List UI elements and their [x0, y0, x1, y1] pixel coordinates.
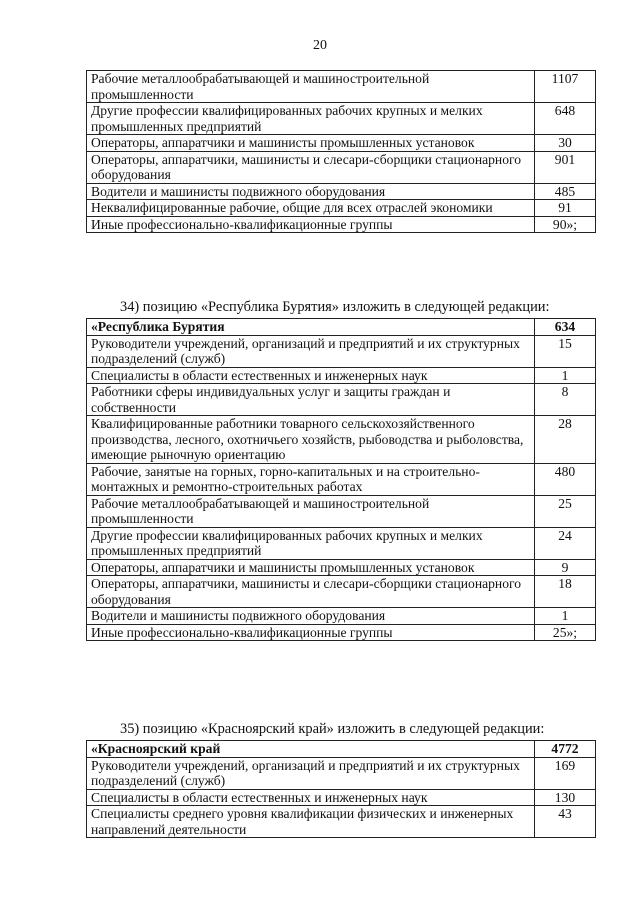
- table-row: [87, 367, 596, 384]
- region-header-row: [87, 319, 596, 336]
- table-row: [87, 559, 596, 576]
- table-row: [87, 757, 596, 789]
- table-row: [87, 789, 596, 806]
- occupation-value: 43: [535, 806, 596, 838]
- occupation-label: Иные профессионально-квалификационные группы: [87, 624, 535, 641]
- occupation-label: Операторы, аппаратчики, машинисты и слесари-сборщики стационарного оборудования: [87, 151, 535, 183]
- occupation-label: Рабочие металлообрабатывающей и машиностроительной промышленности: [87, 71, 535, 103]
- table-row: [87, 71, 596, 103]
- amendment-paragraph-34: 34) позицию «Республика Бурятия» изложить в следующей редакции:: [120, 299, 550, 315]
- occupation-label: Квалифицированные работники товарного сельскохозяйственного производства, лесного, охотничьего хозяйств, рыбоводства и рыболовства, имеющие рыночную ориентацию: [87, 416, 535, 464]
- table-row: [87, 103, 596, 135]
- occupation-value: 901: [535, 151, 596, 183]
- occupation-label: Рабочие, занятые на горных, горно-капитальных и на строительно-монтажных и ремонтно-строительных работах: [87, 463, 535, 495]
- occupation-value: 24: [535, 527, 596, 559]
- occupation-value: 28: [535, 416, 596, 464]
- occupation-label: Другие профессии квалифицированных рабочих крупных и мелких промышленных предприятий: [87, 103, 535, 135]
- occupation-label: Операторы, аппаратчики, машинисты и слесари-сборщики стационарного оборудования: [87, 576, 535, 608]
- occupation-label: Руководители учреждений, организаций и предприятий и их структурных подразделений (служб): [87, 757, 535, 789]
- buryatia-table: [86, 318, 596, 641]
- amendment-paragraph-35: 35) позицию «Красноярский край» изложить в следующей редакции:: [120, 721, 545, 737]
- table-row: [87, 416, 596, 464]
- table-row: [87, 200, 596, 217]
- table-row: [87, 608, 596, 625]
- region-name: «Республика Бурятия: [87, 319, 535, 336]
- krasnoyarsk-table: [86, 740, 596, 838]
- occupation-value: 91: [535, 200, 596, 217]
- occupation-label: Водители и машинисты подвижного оборудования: [87, 608, 535, 625]
- occupation-label: Специалисты в области естественных и инженерных наук: [87, 367, 535, 384]
- occupation-value: 8: [535, 384, 596, 416]
- occupation-value: 1: [535, 367, 596, 384]
- table-row: [87, 527, 596, 559]
- region-total: 4772: [535, 741, 596, 758]
- occupation-value: 9: [535, 559, 596, 576]
- page-number: 20: [313, 38, 327, 53]
- occupation-label: Неквалифицированные рабочие, общие для всех отраслей экономики: [87, 200, 535, 217]
- occupation-label: Специалисты в области естественных и инженерных наук: [87, 789, 535, 806]
- occupation-value: 25»;: [535, 624, 596, 641]
- occupation-value: 15: [535, 335, 596, 367]
- table-row: [87, 495, 596, 527]
- table-row: [87, 463, 596, 495]
- occupation-label: Водители и машинисты подвижного оборудования: [87, 183, 535, 200]
- table-row: [87, 806, 596, 838]
- occupation-value: 1107: [535, 71, 596, 103]
- occupation-value: 485: [535, 183, 596, 200]
- region-header-row: [87, 741, 596, 758]
- table-row: [87, 151, 596, 183]
- table-row: [87, 183, 596, 200]
- region-name: «Красноярский край: [87, 741, 535, 758]
- occupation-value: 1: [535, 608, 596, 625]
- occupation-value: 169: [535, 757, 596, 789]
- occupation-value: 18: [535, 576, 596, 608]
- occupation-label: Операторы, аппаратчики и машинисты промышленных установок: [87, 559, 535, 576]
- table-row: [87, 624, 596, 641]
- occupation-label: Рабочие металлообрабатывающей и машиностроительной промышленности: [87, 495, 535, 527]
- occupation-value: 130: [535, 789, 596, 806]
- occupation-label: Операторы, аппаратчики и машинисты промышленных установок: [87, 135, 535, 152]
- occupation-value: 480: [535, 463, 596, 495]
- occupation-value: 648: [535, 103, 596, 135]
- occupation-value: 30: [535, 135, 596, 152]
- table-row: [87, 135, 596, 152]
- occupation-label: Иные профессионально-квалификационные группы: [87, 216, 535, 233]
- occupation-table-continued: [86, 70, 596, 233]
- occupation-value: 25: [535, 495, 596, 527]
- occupation-label: Руководители учреждений, организаций и предприятий и их структурных подразделений (служб): [87, 335, 535, 367]
- occupation-label: Другие профессии квалифицированных рабочих крупных и мелких промышленных предприятий: [87, 527, 535, 559]
- region-total: 634: [535, 319, 596, 336]
- table-row: [87, 576, 596, 608]
- table-row: [87, 384, 596, 416]
- occupation-value: 90»;: [535, 216, 596, 233]
- occupation-label: Работники сферы индивидуальных услуг и защиты граждан и собственности: [87, 384, 535, 416]
- table-row: [87, 216, 596, 233]
- table-row: [87, 335, 596, 367]
- occupation-label: Специалисты среднего уровня квалификации физических и инженерных направлений деятельности: [87, 806, 535, 838]
